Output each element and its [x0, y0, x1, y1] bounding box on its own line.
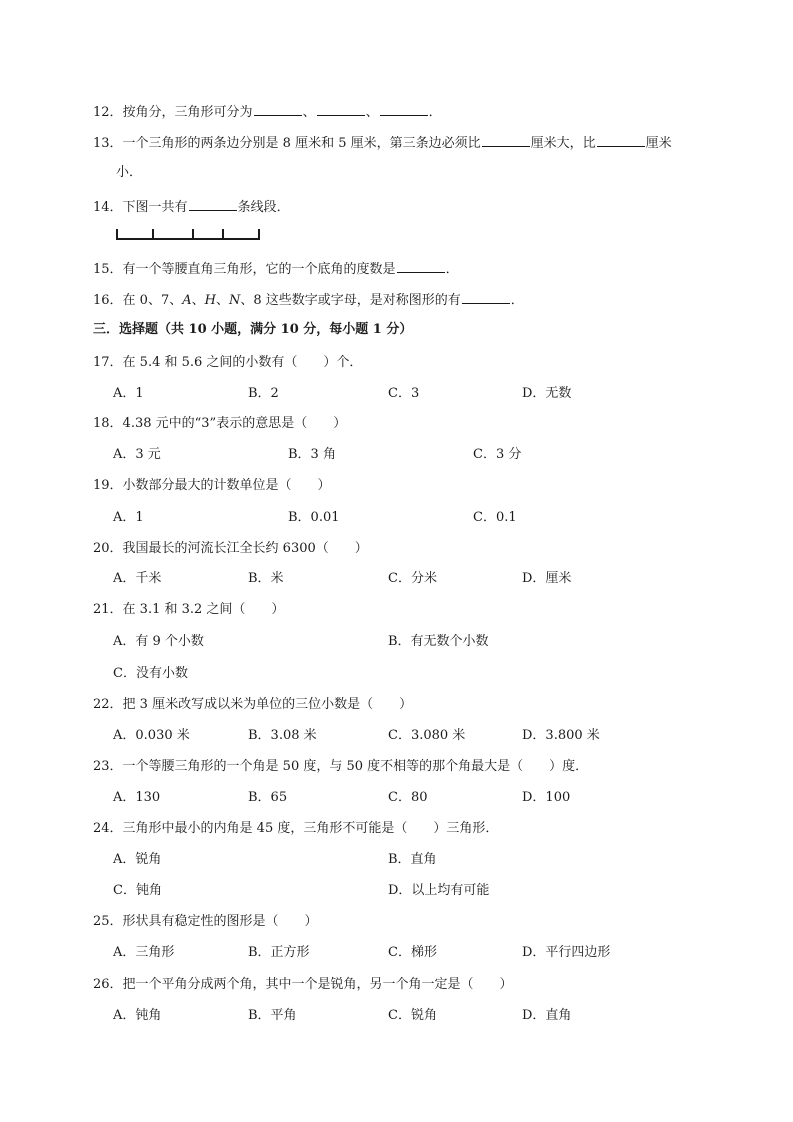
question-text: 形状具有稳定性的图形是（ ）	[122, 914, 318, 929]
segment-point	[258, 229, 260, 240]
option-b[interactable]: B．2	[248, 386, 279, 401]
answer-blank[interactable]	[597, 133, 645, 147]
option-d[interactable]: D．直角	[522, 1008, 572, 1023]
answer-blank[interactable]	[462, 290, 510, 304]
option-a[interactable]: A．钝角	[113, 1008, 162, 1023]
option-a[interactable]: A．1	[113, 510, 144, 525]
answer-blank[interactable]	[380, 102, 428, 116]
question-number: 13．	[93, 136, 123, 151]
question-number: 21．	[93, 602, 123, 617]
answer-blank[interactable]	[317, 102, 365, 116]
option-a[interactable]: A．有 9 个小数	[113, 634, 204, 649]
question-number: 19．	[93, 478, 123, 493]
option-d[interactable]: D．以上均有可能	[388, 883, 490, 898]
answer-blank[interactable]	[189, 197, 237, 211]
separator: 、	[365, 105, 379, 120]
option-c[interactable]: C．3 分	[473, 447, 522, 462]
separator: 、	[302, 105, 316, 120]
question-text: 在 5.4 和 5.6 之间的小数有（ ）个．	[122, 355, 363, 370]
option-d[interactable]: D．厘米	[522, 571, 572, 586]
option-b[interactable]: B．3.08 米	[248, 728, 317, 743]
question-text: 我国最长的河流长江全长约 6300（ ）	[122, 541, 368, 556]
option-d[interactable]: D．平行四边形	[522, 945, 611, 960]
option-b[interactable]: B．0.01	[288, 510, 340, 525]
option-a[interactable]: A．0.030 米	[113, 728, 190, 743]
question-text: 在 0、7、	[122, 293, 183, 308]
question-number: 16．	[93, 293, 123, 308]
letter-h: H	[204, 293, 216, 308]
question-text: 按角分，三角形可分为	[122, 105, 253, 120]
question-text: 有一个等腰直角三角形，它的一个底角的度数是	[122, 262, 396, 277]
question-17	[93, 354, 362, 372]
option-c[interactable]: C．3.080 米	[388, 728, 466, 743]
option-d[interactable]: D．无数	[522, 386, 572, 401]
question-13-continued: 小．	[116, 165, 143, 180]
question-13	[93, 133, 672, 153]
option-c[interactable]: C．梯形	[388, 945, 437, 960]
segment-point	[192, 229, 194, 240]
answer-blank[interactable]	[397, 259, 445, 273]
section-heading: 三．选择题（共 10 小题，满分 10 分，每小题 1 分）	[93, 322, 413, 337]
option-a[interactable]: A．130	[113, 790, 161, 805]
option-c[interactable]: C．没有小数	[113, 666, 188, 681]
question-number: 26．	[93, 977, 123, 992]
question-number: 22．	[93, 697, 123, 712]
question-number: 25．	[93, 914, 123, 929]
question-number: 24．	[93, 821, 123, 836]
question-21	[93, 601, 284, 619]
question-text: 一个等腰三角形的一个角是 50 度，与 50 度不相等的那个角最大是（ ）度．	[122, 759, 589, 774]
question-text: 把 3 厘米改写成以米为单位的三位小数是（ ）	[122, 697, 413, 712]
question-text: 4.38 元中的“3”表示的意思是（ ）	[122, 416, 347, 431]
option-a[interactable]: A．千米	[113, 571, 162, 586]
segment-point	[152, 229, 154, 240]
question-number: 17．	[93, 355, 123, 370]
question-number: 12．	[93, 105, 123, 120]
question-text: 下图一共有	[122, 200, 188, 215]
option-b[interactable]: B．直角	[388, 852, 437, 867]
option-a[interactable]: A．3 元	[113, 447, 161, 462]
separator: 、	[191, 293, 205, 308]
question-18	[93, 415, 346, 433]
line-segment-figure	[116, 228, 260, 240]
option-d[interactable]: D．3.800 米	[522, 728, 600, 743]
option-b[interactable]: B．65	[248, 790, 288, 805]
question-text: 条线段．	[237, 200, 290, 215]
question-text: 三角形中最小的内角是 45 度，三角形不可能是（ ）三角形．	[122, 821, 499, 836]
option-d[interactable]: D．100	[522, 790, 571, 805]
question-number: 15．	[93, 262, 123, 277]
question-text: 在 3.1 和 3.2 之间（ ）	[122, 602, 285, 617]
segment-point	[222, 229, 224, 240]
option-b[interactable]: B．平角	[248, 1008, 297, 1023]
question-24	[93, 820, 498, 838]
question-number: 23．	[93, 759, 123, 774]
question-text: 厘米大，比	[530, 136, 596, 151]
question-number: 20．	[93, 541, 123, 556]
question-23	[93, 758, 588, 776]
letter-a: A	[182, 293, 192, 308]
option-c[interactable]: C．0.1	[473, 510, 517, 525]
question-text: 一个三角形的两条边分别是 8 厘米和 5 厘米，第三条边必须比	[122, 136, 481, 151]
option-c[interactable]: C．分米	[388, 571, 437, 586]
option-b[interactable]: B．米	[248, 571, 284, 586]
question-15	[93, 259, 459, 279]
question-number: 14．	[93, 200, 123, 215]
question-16	[93, 290, 524, 310]
option-c[interactable]: C．80	[388, 790, 428, 805]
option-a[interactable]: A．锐角	[113, 852, 162, 867]
period: ．	[428, 105, 442, 120]
question-14	[93, 197, 290, 217]
option-b[interactable]: B．3 角	[288, 447, 336, 462]
option-b[interactable]: B．有无数个小数	[388, 634, 489, 649]
question-12	[93, 102, 442, 122]
question-20	[93, 540, 368, 558]
question-text: 厘米	[645, 136, 672, 151]
segment-line	[116, 238, 260, 240]
option-a[interactable]: A．1	[113, 386, 144, 401]
answer-blank[interactable]	[482, 133, 530, 147]
letter-n: N	[229, 293, 241, 308]
question-text: 、8 这些数字或字母，是对称图形的有	[240, 293, 461, 308]
answer-blank[interactable]	[254, 102, 302, 116]
option-c[interactable]: C．3	[388, 386, 420, 401]
option-b[interactable]: B．正方形	[248, 945, 310, 960]
separator: 、	[215, 293, 229, 308]
question-26	[93, 976, 513, 994]
period: ．	[445, 262, 459, 277]
option-c[interactable]: C．锐角	[388, 1008, 437, 1023]
question-25	[93, 913, 318, 931]
question-19	[93, 477, 331, 495]
option-a[interactable]: A．三角形	[113, 945, 175, 960]
segment-point	[116, 229, 118, 240]
question-text: 把一个平角分成两个角，其中一个是锐角，另一个角一定是（ ）	[122, 977, 513, 992]
question-number: 18．	[93, 416, 123, 431]
question-text: 小数部分最大的计数单位是（ ）	[122, 478, 331, 493]
question-22	[93, 696, 412, 714]
option-c[interactable]: C．钝角	[113, 883, 162, 898]
period: ．	[510, 293, 524, 308]
